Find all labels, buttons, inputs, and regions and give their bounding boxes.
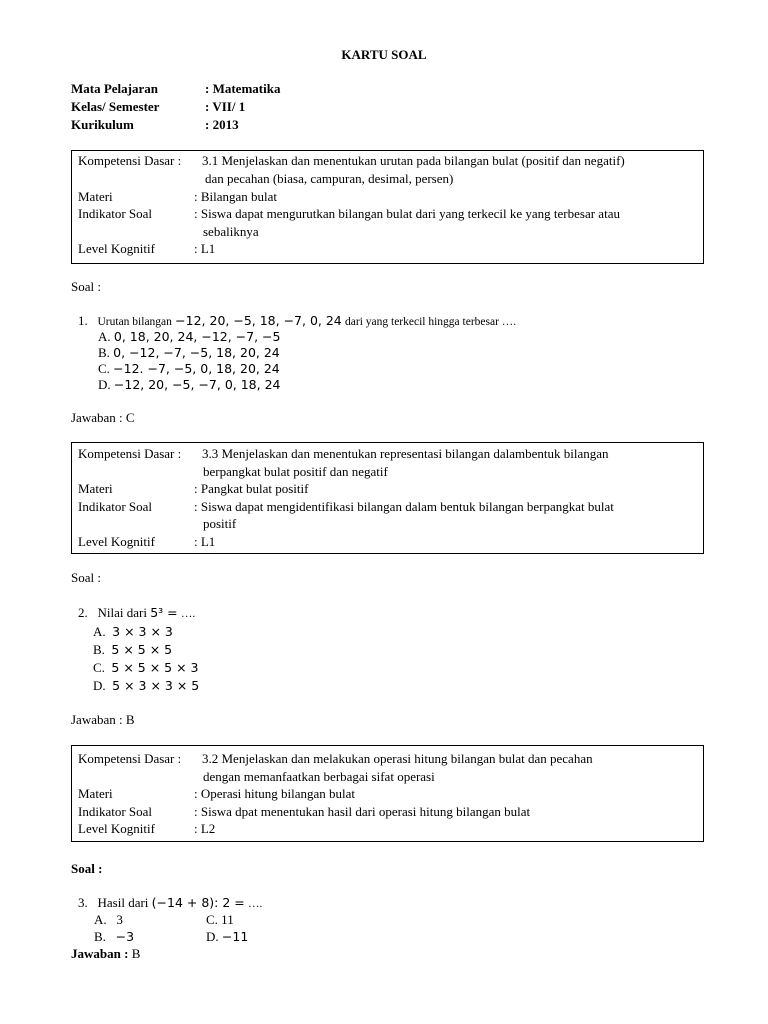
- question-number: 3.: [78, 895, 88, 910]
- option-value: 5 × 5 × 5: [111, 642, 173, 657]
- question-2: [78, 605, 195, 621]
- materi-value: : Bilangan bulat: [194, 189, 278, 204]
- option-label: B.: [93, 642, 105, 657]
- option-label: A.: [98, 329, 111, 344]
- option-d: [98, 377, 280, 393]
- indikator-label: Indikator Soal: [78, 499, 153, 514]
- option-a: [93, 624, 173, 640]
- meta-value: : 2013: [205, 117, 239, 132]
- level-label: Level Kognitif: [78, 241, 155, 256]
- indikator-line-1: : Siswa dpat menentukan hasil dari operasi hitung bilangan bulat: [194, 804, 531, 819]
- materi-label: Materi: [78, 481, 113, 496]
- kd-label: Kompetensi Dasar :: [78, 751, 182, 766]
- answer-1: Jawaban : C: [71, 410, 135, 425]
- meta-kurikulum: [71, 117, 239, 133]
- card-kompetensi-2: [71, 442, 704, 554]
- card-kompetensi-1: [71, 150, 704, 264]
- option-b: [98, 345, 280, 361]
- materi-label: Materi: [78, 786, 113, 801]
- indikator-line-1: : Siswa dapat mengurutkan bilangan bulat dari yang terkecil ke yang terbesar atau: [194, 206, 620, 221]
- level-label: Level Kognitif: [78, 821, 155, 836]
- kd-line-1: 3.1 Menjelaskan dan menentukan urutan pada bilangan bulat (positif dan negatif): [202, 153, 625, 168]
- option-label: D.: [206, 929, 219, 944]
- question-text-post: ….: [248, 898, 263, 910]
- option-label: C.: [206, 912, 218, 927]
- option-label: A.: [93, 624, 106, 639]
- answer-value: B: [131, 946, 141, 961]
- option-d: [206, 929, 248, 945]
- answer-3: [71, 946, 140, 962]
- answer-2: Jawaban : B: [71, 712, 135, 727]
- question-math: −12, 20, −5, 18, −7, 0, 24: [175, 313, 342, 328]
- kd-line-2: berpangkat bulat positif dan negatif: [203, 464, 388, 479]
- option-c: [93, 660, 199, 676]
- level-value: : L1: [194, 534, 216, 549]
- option-value: 5 × 3 × 3 × 5: [112, 678, 200, 693]
- kd-label: Kompetensi Dasar :: [78, 446, 182, 461]
- option-label: C.: [93, 660, 105, 675]
- kd-line-1: 3.2 Menjelaskan dan melakukan operasi hitung bilangan bulat dan pecahan: [202, 751, 593, 766]
- question-text-pre: Hasil dari: [97, 895, 149, 910]
- level-value: : L1: [194, 241, 216, 256]
- indikator-line-2: positif: [203, 516, 237, 531]
- kd-line-2: dengan memanfaatkan berbagai sifat operasi: [203, 769, 435, 784]
- question-1: [78, 313, 516, 329]
- option-b: [93, 642, 172, 658]
- meta-label: Mata Pelajaran: [71, 81, 159, 96]
- option-value: 0, −12, −7, −5, 18, 20, 24: [113, 345, 280, 360]
- option-label: A.: [94, 912, 107, 927]
- option-value: 5 × 5 × 5 × 3: [111, 660, 199, 675]
- option-value: −3: [115, 929, 135, 944]
- indikator-label: Indikator Soal: [78, 206, 153, 221]
- indikator-line-1: : Siswa dapat mengidentifikasi bilangan dalam bentuk bilangan berpangkat bulat: [194, 499, 614, 514]
- option-label: C.: [98, 361, 110, 376]
- materi-label: Materi: [78, 189, 113, 204]
- meta-value: : Matematika: [205, 81, 281, 96]
- meta-kelas-semester: [71, 99, 245, 115]
- option-value: 11: [221, 912, 234, 927]
- kd-line-2: dan pecahan (biasa, campuran, desimal, persen): [205, 171, 454, 186]
- soal-label-1: Soal :: [71, 279, 101, 294]
- option-label: B.: [98, 345, 110, 360]
- option-c: [98, 361, 280, 377]
- meta-label: Kurikulum: [71, 117, 134, 132]
- meta-label: Kelas/ Semester: [71, 99, 160, 114]
- soal-label-2: Soal :: [71, 570, 101, 585]
- question-number: 2.: [78, 605, 88, 620]
- option-label: D.: [98, 377, 111, 392]
- kd-label: Kompetensi Dasar :: [78, 153, 182, 168]
- option-value: −11: [221, 929, 249, 944]
- materi-value: : Pangkat bulat positif: [194, 481, 309, 496]
- option-c: [206, 912, 234, 928]
- question-text-pre: Nilai dari: [97, 605, 147, 620]
- option-a: [94, 912, 123, 928]
- option-label: D.: [93, 678, 106, 693]
- meta-value: : VII/ 1: [205, 99, 246, 114]
- option-a: [98, 329, 280, 345]
- option-value: 0, 18, 20, 24, −12, −7, −5: [113, 329, 281, 344]
- kd-line-1: 3.3 Menjelaskan dan menentukan representasi bilangan dalambentuk bilangan: [202, 446, 609, 461]
- option-value: 3: [116, 912, 123, 927]
- card-kompetensi-3: [71, 745, 704, 842]
- meta-mata-pelajaran: [71, 81, 280, 97]
- question-number: 1.: [78, 313, 88, 328]
- option-label: B.: [94, 929, 106, 944]
- page-title: KARTU SOAL: [341, 47, 427, 62]
- question-math: (−14 + 8): 2 =: [151, 895, 245, 910]
- option-b: [94, 929, 134, 945]
- question-text-pre: Urutan bilangan: [97, 316, 172, 328]
- level-label: Level Kognitif: [78, 534, 155, 549]
- option-value: −12. −7, −5, 0, 18, 20, 24: [113, 361, 280, 376]
- indikator-label: Indikator Soal: [78, 804, 153, 819]
- option-d: [93, 678, 199, 694]
- soal-label-3: Soal :: [71, 861, 103, 876]
- question-text-post: ….: [180, 608, 196, 620]
- question-text-post: dari yang terkecil hingga terbesar ….: [345, 316, 517, 328]
- indikator-line-2: sebaliknya: [203, 224, 259, 239]
- materi-value: : Operasi hitung bilangan bulat: [194, 786, 356, 801]
- level-value: : L2: [194, 821, 216, 836]
- option-value: 3 × 3 × 3: [112, 624, 173, 639]
- option-value: −12, 20, −5, −7, 0, 18, 24: [113, 377, 281, 392]
- question-3: [78, 895, 262, 911]
- question-math: 5³ =: [150, 605, 178, 620]
- answer-label: Jawaban :: [71, 946, 129, 961]
